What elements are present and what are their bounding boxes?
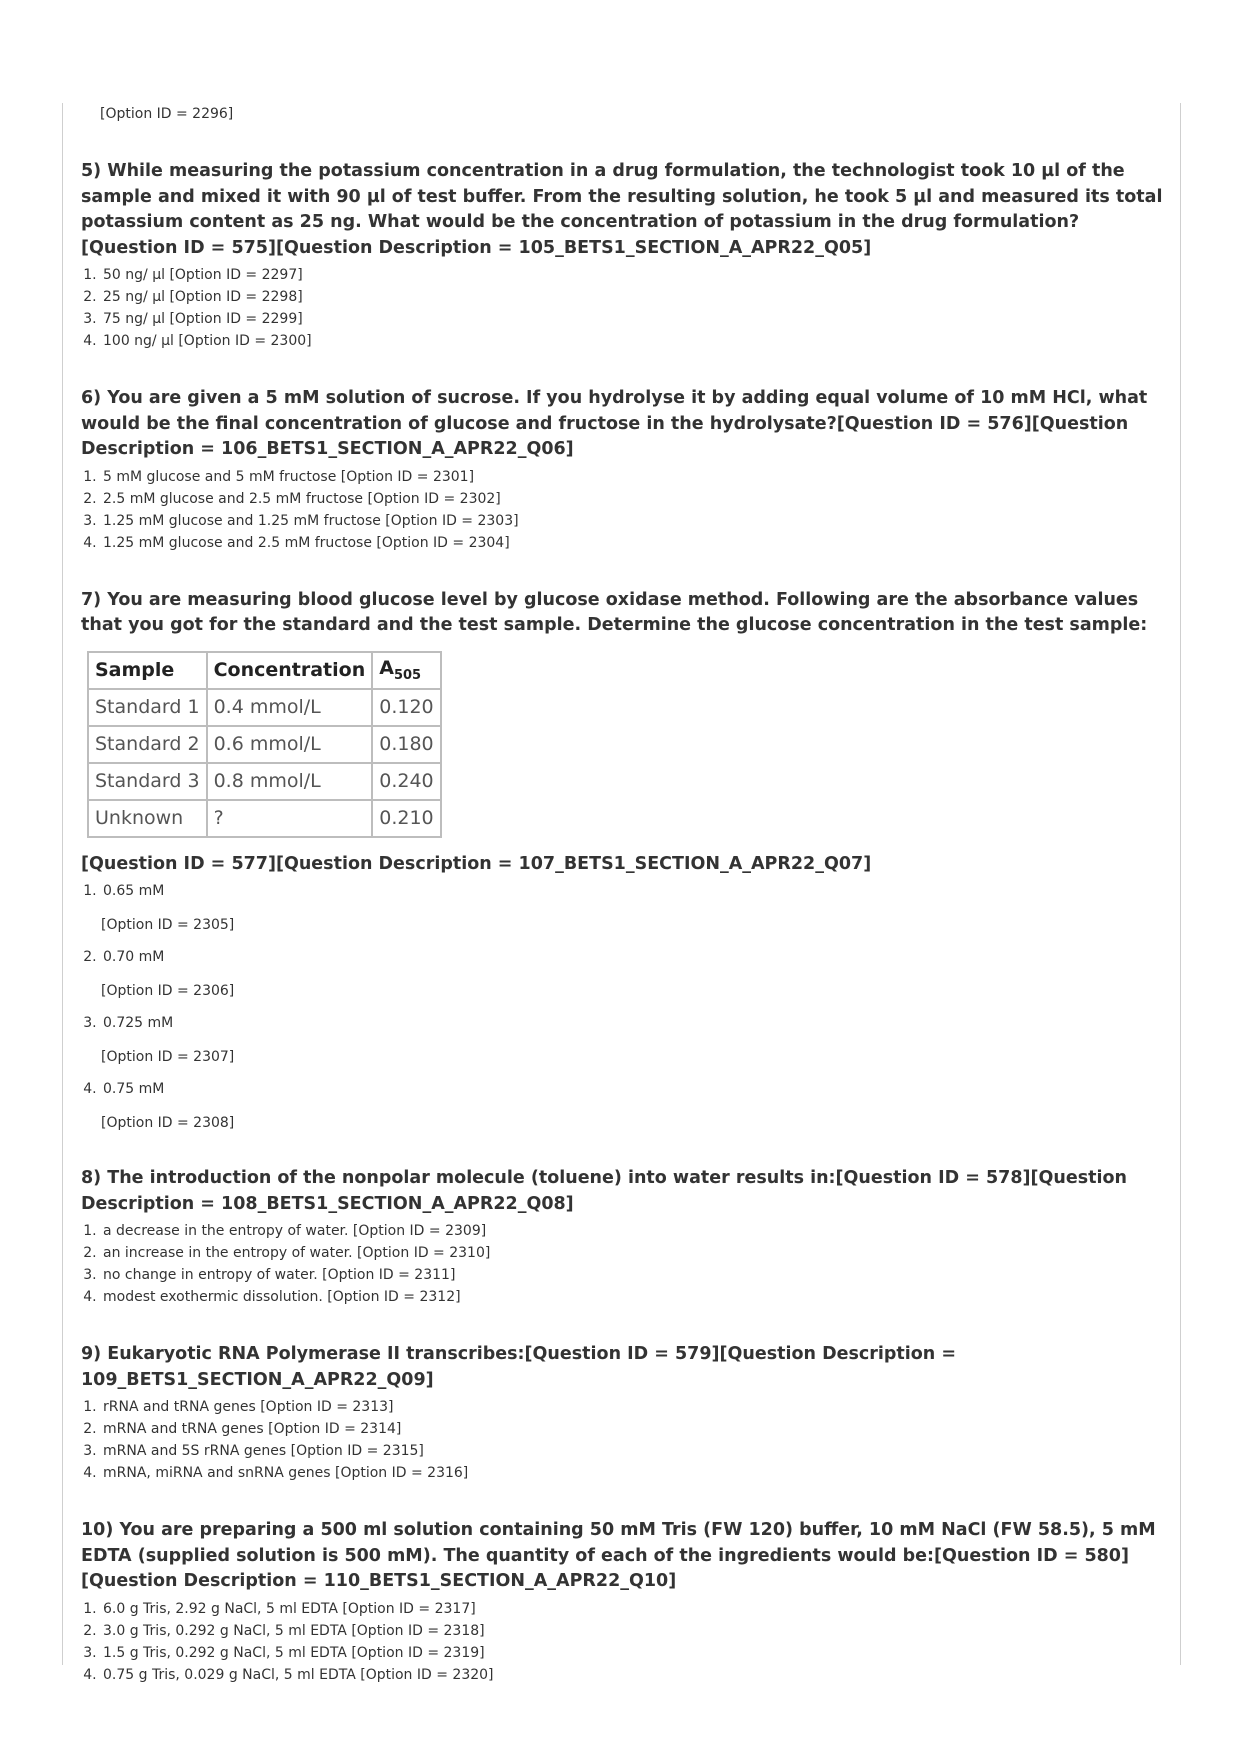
option[interactable]: 1. 5 mM glucose and 5 mM fructose [Option ID = 2301] [101, 466, 1170, 488]
question-7-options [75, 880, 1170, 1134]
question-10: 10) You are preparing a 500 ml solution containing 50 mM Tris (FW 120) buffer, 10 mM NaCl (FW 58.5), 5 mM EDTA (supplied solution is 500 mM). The quantity of each of the ingredients would be:[Question ID = 580][Question Description = 110_BETS1_SECTION_A_APR22_Q10] [81, 1520, 1156, 1591]
option[interactable]: 3. mRNA and 5S rRNA genes [Option ID = 2315] [101, 1440, 1170, 1462]
option[interactable]: 3. 1.5 g Tris, 0.292 g NaCl, 5 ml EDTA [Option ID = 2319] [101, 1642, 1170, 1664]
question-5-options [75, 264, 1170, 352]
option[interactable]: 4. 1.25 mM glucose and 2.5 mM fructose [Option ID = 2304] [101, 532, 1170, 554]
question-10-options [75, 1598, 1170, 1686]
table-header: Concentration [207, 652, 373, 689]
option[interactable]: 1. rRNA and tRNA genes [Option ID = 2313] [101, 1396, 1170, 1418]
option[interactable]: 2. an increase in the entropy of water. [Option ID = 2310] [101, 1242, 1170, 1264]
question-8-options [75, 1220, 1170, 1308]
question-7-id: [Question ID = 577][Question Description = 107_BETS1_SECTION_A_APR22_Q07] [81, 853, 872, 874]
option[interactable]: 2. 25 ng/ µl [Option ID = 2298] [101, 286, 1170, 308]
table-row: Unknown ? 0.210 [88, 800, 441, 837]
option[interactable]: 3. 0.725 mM [Option ID = 2307] [101, 1012, 1170, 1068]
question-7: 7) You are measuring blood glucose level by glucose oxidase method. Following are the absorbance values that you got for the standard and the test sample. Determine the glucose concentration in the test sample: [81, 589, 1148, 635]
option[interactable]: 4. 0.75 g Tris, 0.029 g NaCl, 5 ml EDTA [Option ID = 2320] [101, 1664, 1170, 1686]
option[interactable]: 2. 3.0 g Tris, 0.292 g NaCl, 5 ml EDTA [Option ID = 2318] [101, 1620, 1170, 1642]
option[interactable]: 4. 0.75 mM [Option ID = 2308] [101, 1078, 1170, 1134]
option[interactable]: 2. 2.5 mM glucose and 2.5 mM fructose [Option ID = 2302] [101, 488, 1170, 510]
option[interactable]: 1. 0.65 mM [Option ID = 2305] [101, 880, 1170, 936]
table-row: Standard 2 0.6 mmol/L 0.180 [88, 726, 441, 763]
table-header: Sample [88, 652, 207, 689]
option[interactable]: 2. mRNA and tRNA genes [Option ID = 2314] [101, 1418, 1170, 1440]
glucose-table [87, 651, 442, 838]
option[interactable]: 3. no change in entropy of water. [Option ID = 2311] [101, 1264, 1170, 1286]
page-border-right [1180, 103, 1181, 1665]
table-row: Standard 3 0.8 mmol/L 0.240 [88, 763, 441, 800]
option[interactable]: 4. 100 ng/ µl [Option ID = 2300] [101, 330, 1170, 352]
exam-content [75, 103, 1170, 1686]
option[interactable]: 3. 75 ng/ µl [Option ID = 2299] [101, 308, 1170, 330]
option[interactable]: 1. a decrease in the entropy of water. [Option ID = 2309] [101, 1220, 1170, 1242]
question-6: 6) You are given a 5 mM solution of sucrose. If you hydrolyse it by adding equal volume of 10 mM HCl, what would be the final concentration of glucose and fructose in the hydrolysate?[Question ID = 576][Question Description = 106_BETS1_SECTION_A_APR22_Q06] [81, 388, 1148, 459]
table-header: $A_{505}$ [372, 652, 440, 689]
question-9-options [75, 1396, 1170, 1484]
page-border-left [62, 103, 63, 1665]
question-9: 9) Eukaryotic RNA Polymerase II transcribes:[Question ID = 579][Question Description = 109_BETS1_SECTION_A_APR22_Q09] [81, 1344, 957, 1390]
table-row: Standard 1 0.4 mmol/L 0.120 [88, 689, 441, 726]
question-8: 8) The introduction of the nonpolar molecule (toluene) into water results in:[Question ID = 578][Question Description = 108_BETS1_SECTION_A_APR22_Q08] [81, 1168, 1127, 1214]
option-id-2296: [Option ID = 2296] [100, 106, 234, 122]
option[interactable]: 3. 1.25 mM glucose and 1.25 mM fructose [Option ID = 2303] [101, 510, 1170, 532]
option[interactable]: 1. 50 ng/ µl [Option ID = 2297] [101, 264, 1170, 286]
option[interactable]: 1. 6.0 g Tris, 2.92 g NaCl, 5 ml EDTA [Option ID = 2317] [101, 1598, 1170, 1620]
option[interactable]: 4. mRNA, miRNA and snRNA genes [Option ID = 2316] [101, 1462, 1170, 1484]
question-6-options [75, 466, 1170, 554]
question-5: 5) While measuring the potassium concentration in a drug formulation, the technologist took 10 µl of the sample and mixed it with 90 µl of test buffer. From the resulting solution, he took 5 µl and measured its total potassium content as 25 ng. What would be the concentration of potassium in the drug formulation?[Question ID = 575][Question Description = 105_BETS1_SECTION_A_APR22_Q05] [81, 161, 1163, 258]
option[interactable]: 2. 0.70 mM [Option ID = 2306] [101, 946, 1170, 1002]
option[interactable]: 4. modest exothermic dissolution. [Option ID = 2312] [101, 1286, 1170, 1308]
